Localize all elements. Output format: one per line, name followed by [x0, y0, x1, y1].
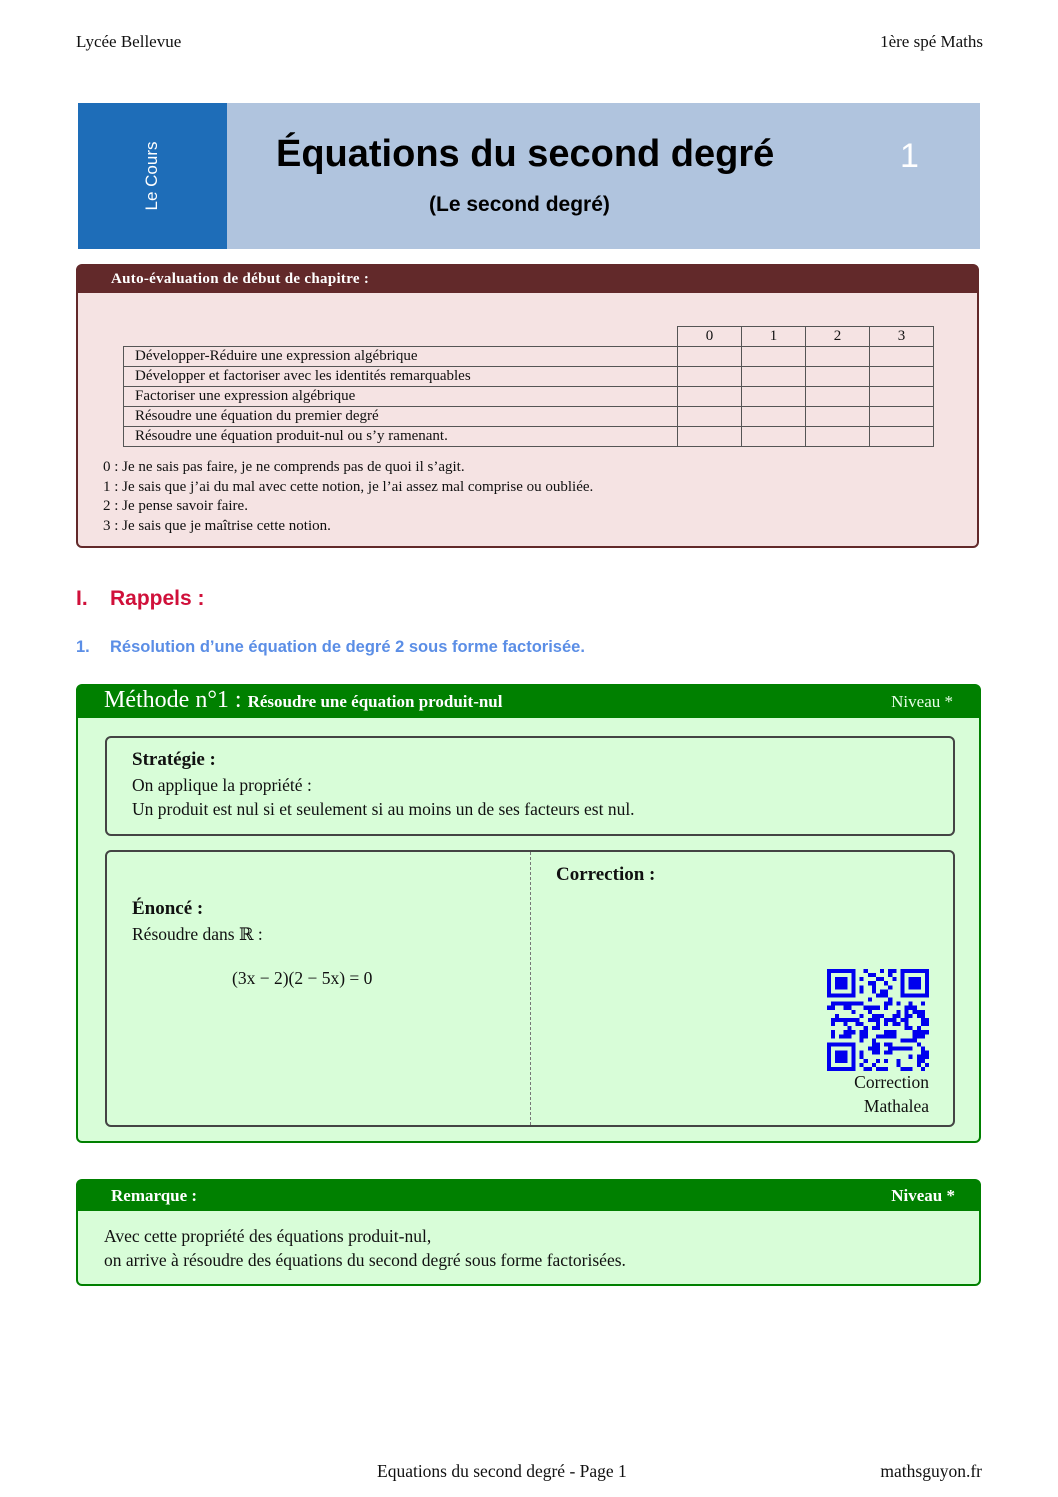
- remark-box: [76, 1179, 981, 1286]
- section-title: Rappels :: [110, 587, 205, 610]
- equation: (3x − 2)(2 − 5x) = 0: [232, 968, 373, 988]
- correction-title: Correction :: [556, 864, 656, 885]
- rating-cell[interactable]: [870, 347, 934, 367]
- blank-cell: [124, 327, 678, 347]
- rating-cell[interactable]: [742, 347, 806, 367]
- qr-caption: [854, 1070, 929, 1118]
- legend-item: 1 : Je sais que j’ai du mal avec cette notion, je l’ai assez mal comprise ou oubliée.: [103, 478, 594, 495]
- strategy-line: On applique la propriété :: [132, 775, 312, 795]
- table-row: [124, 347, 934, 367]
- legend-item: 0 : Je ne sais pas faire, je ne comprends pas de quoi il s’agit.: [103, 459, 465, 475]
- header-school: Lycée Bellevue: [76, 32, 182, 51]
- legend-item: 3 : Je sais que je maîtrise cette notion.: [103, 517, 331, 534]
- table-header-row: [124, 327, 934, 347]
- strategy-title: Stratégie :: [132, 749, 216, 770]
- subsection-title: Résolution d’une équation de degré 2 sous forme factorisée.: [110, 638, 585, 656]
- footer-site: mathsguyon.fr: [880, 1461, 982, 1481]
- qr-code-icon[interactable]: [827, 969, 929, 1071]
- rating-cell[interactable]: [870, 387, 934, 407]
- rating-cell[interactable]: [870, 427, 934, 447]
- strategy-line: Un produit est nul si et seulement si au moins un de ses facteurs est nul.: [132, 799, 635, 819]
- method-title: [104, 687, 503, 714]
- banner-side-panel: [78, 103, 227, 249]
- level-header: 1: [742, 327, 806, 347]
- table-row: [124, 387, 934, 407]
- subsection-heading: [76, 638, 585, 657]
- skill-label: Développer et factoriser avec les identités remarquables: [124, 367, 678, 387]
- rating-cell[interactable]: [806, 427, 870, 447]
- remark-title: Remarque :: [111, 1186, 198, 1205]
- table-row: [124, 427, 934, 447]
- header-course: 1ère spé Maths: [880, 32, 983, 51]
- method-level: Niveau *: [891, 692, 953, 711]
- self-evaluation-box: [76, 264, 979, 548]
- self-evaluation-table: [123, 326, 934, 447]
- rating-legend: [103, 458, 593, 536]
- legend-item: 2 : Je pense savoir faire.: [103, 498, 248, 515]
- skill-label: Développer-Réduire une expression algébrique: [124, 347, 678, 367]
- table-row: [124, 407, 934, 427]
- remark-header: [78, 1181, 979, 1211]
- remark-line: Avec cette propriété des équations produit-nul,: [104, 1226, 432, 1246]
- method-label: Méthode n°1 :: [104, 687, 242, 713]
- table-row: [124, 367, 934, 387]
- rating-cell[interactable]: [678, 347, 742, 367]
- rating-cell[interactable]: [678, 387, 742, 407]
- skill-label: Résoudre une équation du premier degré: [124, 407, 678, 427]
- banner-side-label: Le Cours: [142, 141, 161, 211]
- remark-line: on arrive à résoudre des équations du second degré sous forme factorisées.: [104, 1250, 626, 1270]
- rating-cell[interactable]: [742, 367, 806, 387]
- rating-cell[interactable]: [870, 367, 934, 387]
- method-subtitle: Résoudre une équation produit-nul: [247, 692, 503, 711]
- method-box: [76, 684, 981, 1143]
- statement-title: Énoncé :: [132, 898, 204, 919]
- rating-cell[interactable]: [678, 367, 742, 387]
- rating-cell[interactable]: [678, 407, 742, 427]
- subsection-number: 1.: [76, 638, 90, 656]
- exercise-box: [105, 850, 955, 1127]
- skill-label: Factoriser une expression algébrique: [124, 387, 678, 407]
- rating-cell[interactable]: [742, 407, 806, 427]
- remark-level: Niveau *: [891, 1186, 955, 1205]
- qr-caption-line: Mathalea: [863, 1096, 929, 1116]
- strategy-box: [105, 736, 955, 836]
- chapter-banner: [78, 103, 980, 249]
- rating-cell[interactable]: [806, 367, 870, 387]
- rating-cell[interactable]: [678, 427, 742, 447]
- skill-label: Résoudre une équation produit-nul ou s’y ramenant.: [124, 427, 678, 447]
- rating-cell[interactable]: [742, 387, 806, 407]
- rating-cell[interactable]: [806, 407, 870, 427]
- qr-caption-line: Correction: [854, 1072, 929, 1092]
- level-header: 3: [870, 327, 934, 347]
- chapter-number: 1: [900, 137, 919, 175]
- statement-text: Résoudre dans ℝ :: [132, 924, 263, 944]
- rating-cell[interactable]: [806, 387, 870, 407]
- rating-cell[interactable]: [806, 347, 870, 367]
- column-divider: [530, 852, 531, 1125]
- level-header: 2: [806, 327, 870, 347]
- rating-cell[interactable]: [870, 407, 934, 427]
- section-heading: [76, 587, 205, 611]
- footer-page: Equations du second degré - Page 1: [377, 1461, 627, 1481]
- section-number: I.: [76, 587, 88, 610]
- method-header: [78, 686, 979, 718]
- self-evaluation-title: Auto-évaluation de début de chapitre :: [78, 266, 977, 293]
- chapter-title: Équations du second degré: [276, 133, 775, 175]
- level-header: 0: [678, 327, 742, 347]
- chapter-subtitle: (Le second degré): [429, 193, 610, 216]
- rating-cell[interactable]: [742, 427, 806, 447]
